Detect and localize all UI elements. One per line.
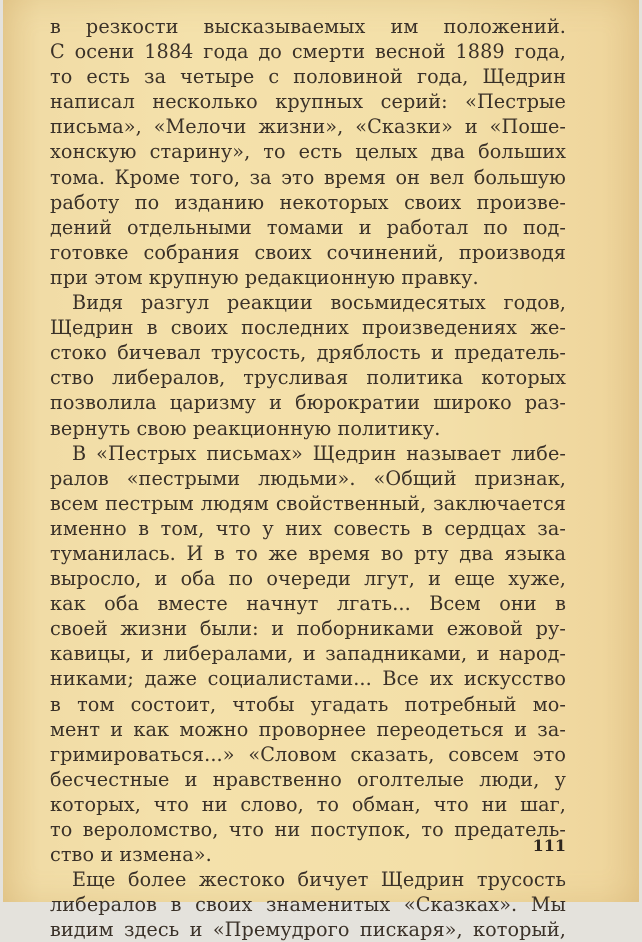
text-line: своей жизни были: и поборниками ежовой ру- (50, 617, 566, 641)
text-line: Еще более жестоко бичует Щедрин трусость (72, 868, 566, 892)
text-line: как оба вместе начнут лгать... Всем они в (50, 592, 566, 616)
text-line: написал несколько крупных серий: «Пестрые (50, 90, 566, 114)
text-line: именно в том, что у них совесть в сердцах за- (50, 516, 566, 540)
text-line: кавицы, и либералами, и западниками, и народ- (50, 642, 566, 666)
text-line: в том состоит, чтобы угадать потребный мо- (50, 692, 566, 716)
text-line: то вероломство, что ни поступок, то предатель- (50, 818, 566, 841)
page-number: 111 (532, 836, 566, 855)
text-line: которых, что ни слово, то обман, что ни шаг, (50, 792, 566, 816)
text-line: В «Пестрых письмах» Щедрин называет либе- (72, 441, 566, 465)
text-line: бесчестные и нравственно оголтелые люди, у (50, 767, 566, 791)
paragraph-2 (50, 290, 566, 441)
text-line: либералов в своих знаменитых «Сказках». Мы (50, 893, 566, 917)
text-line: ство и измена». (50, 843, 212, 867)
text-line: стоко бичевал трусость, дряблость и предатель- (50, 341, 566, 365)
text-line: готовке собрания своих сочинений, производя (50, 240, 566, 264)
paragraph-1 (50, 14, 566, 290)
text-line: ство либералов, трусливая политика которых (50, 366, 566, 390)
book-page (3, 0, 639, 942)
paragraph-3 (50, 441, 566, 868)
text-line: то есть за четыре с половиной года, Щедрин (50, 65, 566, 89)
text-line: мент и как можно проворнее переодеться и за- (50, 717, 566, 741)
text-line: С осени 1884 года до смерти весной 1889 года, (50, 40, 566, 64)
text-line: при этом крупную редакционную правку. (50, 265, 479, 289)
text-line: туманилась. И в то же время во рту два языка (50, 541, 566, 565)
text-line: видим здесь и «Премудрого пискаря», который, (50, 918, 566, 942)
text-line: вернуть свою реакционную политику. (50, 416, 441, 440)
page-text (50, 14, 566, 942)
text-line: Видя разгул реакции восьмидесятых годов, (72, 291, 566, 315)
text-line: выросло, и оба по очереди лгут, и еще хуже, (50, 567, 566, 591)
text-line: ралов «пестрыми людьми». «Общий признак, (50, 466, 566, 490)
text-line: письма», «Мелочи жизни», «Сказки» и «Поше- (50, 115, 566, 139)
text-line: тома. Кроме того, за это время он вел большую (50, 165, 566, 189)
text-line: дений отдельными томами и работал по под- (50, 215, 566, 239)
text-line: позволила царизму и бюрократии широко раз- (50, 391, 566, 415)
text-line: гримироваться...» «Словом сказать, совсем это (50, 742, 566, 766)
text-line: никами; даже социалистами... Все их искусство (50, 667, 566, 691)
text-line: хонскую старину», то есть целых два больших (50, 140, 566, 164)
text-line: всем пестрым людям свойственный, заключается (50, 491, 566, 515)
text-line: в резкости высказываемых им положений. (50, 15, 566, 38)
text-line: работу по изданию некоторых своих произве- (50, 190, 566, 214)
text-line: Щедрин в своих последних произведениях же- (50, 316, 566, 340)
